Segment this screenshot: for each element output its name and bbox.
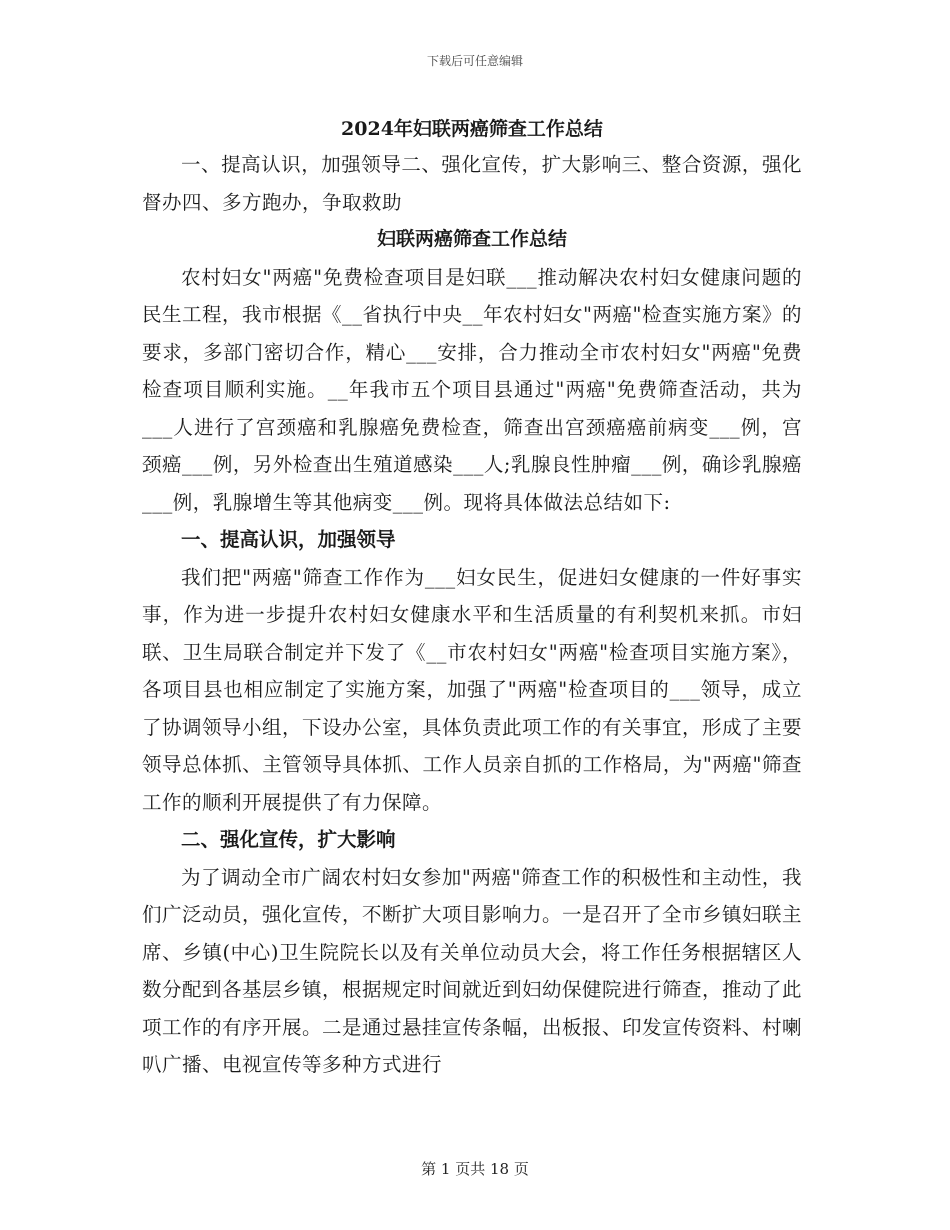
section-heading-1: 一、提高认识，加强领导 (181, 528, 396, 551)
page-number: 第 1 页共 18 页 (421, 1160, 529, 1178)
document-title: 2024年妇联两癌筛查工作总结 (341, 118, 603, 140)
document-body (142, 112, 802, 1084)
section-heading-2: 二、强化宣传，扩大影响 (181, 828, 396, 851)
document-subtitle: 妇联两癌筛查工作总结 (376, 228, 567, 250)
section-body-1: 我们把"两癌"筛查工作作为___妇女民生，促进妇女健康的一件好事实事，作为进一步提升农村妇女健康水平和生活质量的有利契机来抓。市妇联、卫生局联合制定并下发了《__市农村妇女"两癌"检查项目实施方案》，各项目县也相应制定了实施方案，加强了"两癌"检查项目的___领导，成立了协调领导小组，下设办公室，具体负责此项工作的有关事宜，形成了主要领导总体抓、主管领导具体抓、工作人员亲自抓的工作格局，为"两癌"筛查工作的顺利开展提供了有力保障。 (142, 565, 803, 814)
section-body-2: 为了调动全市广阔农村妇女参加"两癌"筛查工作的积极性和主动性，我们广泛动员，强化宣传，不断扩大项目影响力。一是召开了全市乡镇妇联主席、乡镇(中心)卫生院院长以及有关单位动员大会，将工作任务根据辖区人数分配到各基层乡镇，根据规定时间就近到妇幼保健院进行筛查，推动了此项工作的有序开展。二是通过悬挂宣传条幅，出板报、印发宣传资料、村喇叭广播、电视宣传等多种方式进行 (142, 865, 803, 1076)
page-header: 下载后可任意编辑 (426, 54, 523, 68)
intro-paragraph: 农村妇女"两癌"免费检查项目是妇联___推动解决农村妇女健康问题的民生工程，我市根据《__省执行中央__年农村妇女"两癌"检查实施方案》的要求，多部门密切合作，精心___安排，合力推动全市农村妇女"两癌"免费检查项目顺利实施。__年我市五个项目县通过"两癌"免费筛查活动，共为___人进行了宫颈癌和乳腺癌免费检查，筛查出宫颈癌癌前病变___例，宫颈癌___例，另外检查出生殖道感染___人;乳腺良性肿瘤___例，确诊乳腺癌___例，乳腺增生等其他病变___例。现将具体做法总结如下: (142, 265, 802, 514)
table-of-contents: 一、提高认识，加强领导二、强化宣传，扩大影响三、整合资源，强化督办四、多方跑办，争取救助 (142, 153, 802, 214)
